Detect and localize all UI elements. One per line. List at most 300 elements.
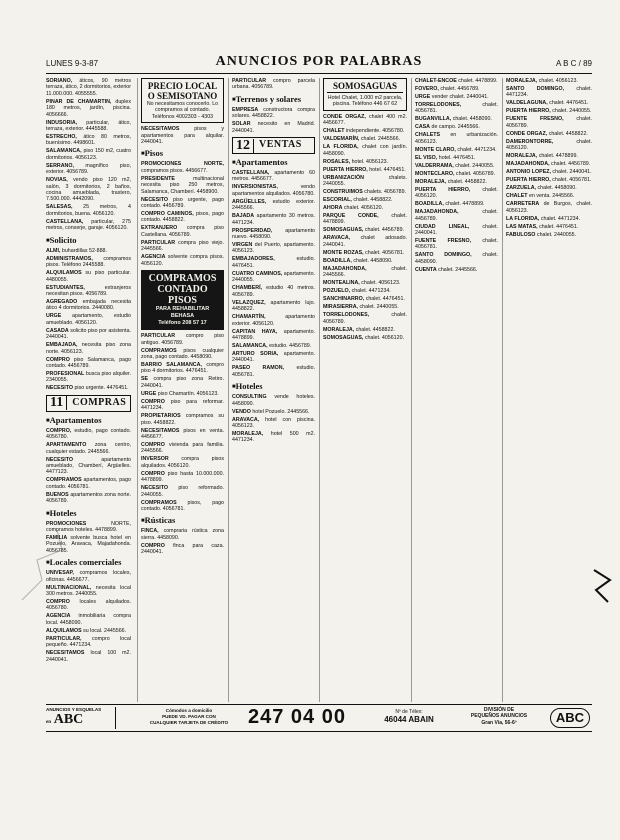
boxed-ad-text: Hotel Chalet, 1.000 m2 parcela, piscina. Teléfono 446 67 62 bbox=[327, 95, 403, 108]
ad-text: embajada necesita ático 4 dormitorios. 2440080. bbox=[46, 298, 131, 312]
classified-ad bbox=[323, 235, 407, 248]
ad-text: piso para reformar. 4471234. bbox=[141, 398, 224, 412]
ad-headline: PUERTA HIERRO, bbox=[506, 177, 551, 184]
ad-text: 25 metros, 4 dormitorios, buena. 4056120. bbox=[46, 204, 131, 217]
classified-ad bbox=[46, 371, 131, 384]
ad-headline: BOADILLA, bbox=[323, 257, 352, 264]
classified-ad bbox=[232, 228, 315, 241]
classified-ad bbox=[141, 485, 224, 498]
ad-headline: POZUELO, bbox=[323, 288, 351, 295]
ad-text: estudio. 4456789. bbox=[269, 342, 312, 349]
ad-text: compramos su piso. 4458822. bbox=[141, 413, 224, 426]
ad-text: chalet. 2440041. bbox=[415, 223, 498, 237]
classified-ad bbox=[46, 99, 131, 118]
ad-headline: MAJADAHONDA, bbox=[323, 265, 367, 272]
ad-text: su piso particular. 4480055. bbox=[46, 270, 131, 283]
section-heading: ■ Pisos bbox=[141, 148, 224, 159]
classified-ad bbox=[46, 650, 131, 663]
brand-line bbox=[46, 712, 115, 731]
ad-text: piso urgente, pago contado. 4456789. bbox=[141, 196, 224, 210]
ad-headline: SANTO DOMINGO, bbox=[506, 86, 565, 92]
classified-ad bbox=[232, 271, 315, 284]
ad-text: chalet. 4056123. bbox=[361, 280, 401, 287]
ad-headline: TORRELODONES, bbox=[415, 102, 462, 108]
ad-headline: NECESITO bbox=[141, 485, 168, 492]
ad-headline: MONTECLARO, bbox=[415, 170, 455, 177]
classified-ad bbox=[141, 225, 224, 238]
ad-text: apartamentos zona norte. 4056789. bbox=[46, 491, 131, 505]
classified-ad bbox=[506, 78, 592, 84]
ad-text: chalet. 4458822. bbox=[353, 197, 393, 204]
classified-ad bbox=[46, 313, 131, 326]
ad-headline: MONTE CLARO, bbox=[415, 146, 456, 153]
payment-info bbox=[124, 708, 254, 726]
ad-text: apartamento. 4478899. bbox=[232, 328, 315, 341]
ad-headline: CARRETERA bbox=[506, 201, 540, 208]
classified-ad bbox=[46, 636, 131, 649]
classified-ad bbox=[141, 442, 224, 455]
division-block bbox=[454, 707, 544, 726]
section-heading: ■ Solicito bbox=[46, 235, 131, 246]
ad-text: vende hoteles. 4458090. bbox=[232, 394, 315, 407]
classified-ad bbox=[141, 456, 224, 469]
ad-headline: APARTAMENTO bbox=[46, 442, 87, 449]
classified-ad bbox=[46, 78, 131, 97]
boxed-ad-subtitle: PARA REHABILITAR bbox=[155, 306, 210, 313]
ad-text: de Burgos, chalet. 4056123. bbox=[506, 201, 592, 214]
ad-text: compro local pequeño. 4471234. bbox=[46, 635, 131, 649]
classified-ad bbox=[323, 296, 407, 302]
section-heading: ■ Rústicas bbox=[141, 515, 224, 526]
ad-text: hotel Pozuelo. 2445566. bbox=[252, 408, 310, 415]
ad-headline: FOVERO, bbox=[415, 86, 439, 92]
ad-headline: AGENCIA bbox=[141, 254, 166, 261]
classified-ad bbox=[141, 240, 224, 253]
ad-headline: SALAMANCA, bbox=[232, 342, 268, 349]
ad-text: chalet. 4471234. bbox=[457, 146, 497, 153]
ad-text: chalet. 2440055. bbox=[455, 162, 495, 169]
ad-text: apartamento. 2440055. bbox=[232, 270, 315, 284]
ad-headline: SOMOSAGUAS, bbox=[323, 334, 364, 341]
ad-headline: EMBAJADORES, bbox=[232, 256, 275, 263]
ad-headline: URGE bbox=[415, 94, 431, 100]
ad-headline: ALMI, bbox=[46, 247, 61, 254]
classified-ad bbox=[323, 114, 407, 127]
classified-ad bbox=[415, 209, 498, 222]
ad-text: apartamentos, pago contado. 4056781. bbox=[46, 477, 131, 490]
ad-text: chalet. 4476451. bbox=[539, 223, 579, 230]
ad-text: chalet. 2445566. bbox=[438, 266, 478, 273]
ad-headline: MAJADAHONDA, bbox=[506, 161, 550, 168]
ad-text: chalet. 4056781. bbox=[415, 238, 498, 251]
ad-text: locales alquilados. 4056780. bbox=[46, 599, 131, 612]
ad-text: su local. 2445566. bbox=[83, 627, 127, 634]
ad-text: ático 80 metros, buenísimo. 4498601. bbox=[46, 134, 131, 147]
ad-text: inmobiliaria compra local. 4458090. bbox=[46, 613, 131, 626]
ad-text: chalet. 4456789. bbox=[440, 86, 480, 92]
classified-ad bbox=[415, 163, 498, 169]
footer-phone: 247 04 00 bbox=[248, 706, 346, 728]
classified-ad bbox=[232, 431, 315, 444]
classified-ad bbox=[46, 163, 131, 176]
brand-name: ABC bbox=[53, 712, 84, 727]
classified-ad bbox=[232, 184, 315, 197]
classified-ad bbox=[232, 409, 315, 415]
classified-ad bbox=[46, 134, 131, 147]
ad-headline: SE bbox=[141, 376, 149, 383]
classified-ad bbox=[323, 312, 407, 325]
classified-ad bbox=[415, 102, 498, 115]
ad-text: chalet. 4478899. bbox=[538, 153, 578, 160]
classified-ad bbox=[141, 471, 224, 484]
ad-headline: INVERSIONISTAS, bbox=[232, 184, 278, 191]
ad-text: áticos, 90 metros terraza, ático, 2 dormitorios, exterior 11.000.000. 4055555. bbox=[46, 78, 131, 97]
ad-text: apartamento exterior. 4056120. bbox=[232, 314, 315, 327]
ad-headline: CONDE ORGAZ, bbox=[506, 130, 548, 137]
classified-ad bbox=[46, 613, 131, 626]
ad-headline: SANTO DOMINGO, bbox=[415, 252, 472, 259]
ad-headline: COMPRO bbox=[141, 470, 165, 477]
ad-text: chalet. 4476451. bbox=[365, 296, 405, 303]
ad-headline: URGE bbox=[141, 390, 157, 397]
classified-ad bbox=[232, 329, 315, 342]
ad-headline: PROPIETARIOS bbox=[141, 413, 181, 420]
ad-headline: CASTELLANA, bbox=[46, 218, 84, 225]
ad-text: compraria rústica zona sierra. 4458090. bbox=[141, 528, 224, 541]
ad-headline: MAJADAHONDA, bbox=[415, 209, 459, 216]
ad-headline: ARGÜELLES, bbox=[232, 198, 267, 205]
ad-headline: SALAMANCA, bbox=[46, 148, 82, 155]
ad-headline: NECESITO bbox=[46, 456, 73, 463]
ad-text: chalet. 4056781. bbox=[365, 249, 405, 256]
ad-headline: VENDO bbox=[232, 408, 251, 415]
ad-text: independiente. 4056780. bbox=[345, 128, 405, 135]
ad-headline: COMPRO bbox=[141, 542, 165, 549]
payment-line-1: Cómodos a domicilio bbox=[165, 708, 213, 713]
ad-text: pisos, pago contado. 4458822. bbox=[141, 211, 224, 224]
classified-ad bbox=[323, 205, 407, 211]
ad-text: vendo piso 120 m2, salón, 3 dormitorios, 2 baños, cocina amueblada, trastero, 7.500.000. 4442090. bbox=[46, 177, 131, 203]
boxed-ad-contact: BEHASA bbox=[170, 313, 195, 320]
ad-text: duplex 180 metros, jardín, piscina. 4056666. bbox=[46, 98, 131, 118]
classified-ad bbox=[232, 242, 315, 255]
ad-headline: INVERSOR bbox=[141, 456, 169, 463]
classified-ad bbox=[415, 252, 498, 265]
classified-ad bbox=[141, 348, 224, 361]
page-title: ANUNCIOS POR PALABRAS bbox=[215, 54, 423, 69]
classified-ad bbox=[141, 333, 224, 346]
classified-ad bbox=[415, 147, 498, 153]
ad-headline: MONTE ROZAS, bbox=[323, 249, 364, 256]
ad-headline: SOMOSAGUAS, bbox=[323, 227, 364, 234]
classified-ad bbox=[46, 256, 131, 269]
ad-text: piso Salamanca, pago contado. 4456789. bbox=[46, 356, 131, 369]
ad-headline: SORIANO, bbox=[46, 78, 73, 84]
ad-text: piso urgente. 4476451. bbox=[74, 385, 129, 392]
ad-headline: MULTINACIONAL, bbox=[46, 584, 92, 591]
classified-ad bbox=[415, 94, 498, 100]
ad-headline: FABULOSO bbox=[506, 231, 536, 238]
ad-text: piso Chamartín. 4056123. bbox=[157, 390, 219, 397]
ad-headline: VALDELAGUNA, bbox=[506, 100, 548, 107]
classified-ad bbox=[415, 267, 498, 273]
classifieds-columns bbox=[46, 78, 592, 702]
ad-headline: ADMINISTRAMOS, bbox=[46, 255, 93, 262]
classified-ad bbox=[506, 177, 592, 183]
classified-ad bbox=[323, 280, 407, 286]
classified-ad bbox=[506, 153, 592, 159]
ad-headline: BARRIO SALAMANCA, bbox=[141, 361, 202, 368]
ad-headline: ESTRECHO, bbox=[46, 134, 77, 141]
ad-text: chalet. 4056120. bbox=[506, 138, 592, 152]
ad-text: apartamento, estudio amueblado. 4056120. bbox=[46, 313, 131, 326]
ad-headline: SALESAS, bbox=[46, 204, 73, 211]
ad-headline: CUATRO CAMINOS, bbox=[232, 270, 283, 277]
ad-headline: PUERTA HIERRO, bbox=[323, 166, 368, 173]
classified-ad bbox=[46, 204, 131, 217]
classified-ad bbox=[323, 136, 407, 142]
ad-text: pisos, pago contado. 4056781. bbox=[141, 499, 224, 512]
ad-headline: BAJADA bbox=[232, 213, 255, 220]
classified-ad bbox=[46, 457, 131, 476]
classified-ad bbox=[415, 171, 498, 177]
ad-headline: COMPRAMOS bbox=[46, 477, 82, 484]
ad-text: chalet. 4056123. bbox=[538, 78, 578, 84]
ad-headline: URBANIZACIÓN bbox=[323, 174, 364, 181]
classified-ad bbox=[46, 270, 131, 283]
ad-text: chalet. 2445566. bbox=[360, 136, 401, 143]
ad-text: chalet. 4056120. bbox=[364, 334, 404, 341]
ad-headline: AHORA bbox=[323, 205, 343, 212]
ad-headline: PARTICULAR bbox=[232, 78, 267, 84]
ad-text: chalets. 2440055. bbox=[323, 174, 407, 188]
ad-text: chalet. 4456789. bbox=[551, 161, 591, 168]
ad-text: chalet. 2440055. bbox=[359, 304, 399, 311]
ad-headline: BOADILLA, bbox=[415, 201, 444, 208]
ad-text: chalet. 4056120. bbox=[415, 186, 498, 200]
ad-text: hotel. 4056123. bbox=[351, 158, 389, 165]
ad-headline: FUENTE FRESNO, bbox=[506, 116, 564, 123]
classified-ad bbox=[323, 213, 407, 226]
classified-ad bbox=[323, 197, 407, 203]
ad-headline: ESCORIAL, bbox=[323, 197, 352, 204]
classified-ad bbox=[506, 216, 592, 222]
ad-headline: URGE bbox=[46, 313, 62, 320]
classified-ad bbox=[506, 224, 592, 230]
division-line-3: Gran Vía, 56-6º bbox=[481, 719, 517, 726]
classified-ad bbox=[141, 500, 224, 513]
classified-ad bbox=[415, 116, 498, 122]
telex-number: 46044 ABAIN bbox=[384, 715, 434, 724]
classified-ad bbox=[141, 161, 224, 174]
ad-text: chalet. 4056781. bbox=[415, 102, 498, 115]
ad-text: vendo apartamentos alquilados. 4056780. bbox=[232, 184, 315, 197]
ad-headline: SOLAR bbox=[232, 121, 251, 128]
ad-headline: CASA bbox=[415, 124, 431, 131]
classified-ad bbox=[232, 256, 315, 269]
classified-ad bbox=[46, 385, 131, 391]
classified-ad bbox=[323, 128, 407, 134]
classified-ad bbox=[506, 193, 592, 199]
ad-headline: EMPRESA bbox=[232, 106, 259, 113]
ad-text: solvente busca hotel en Pozuelo, Aravaca, Majadahonda. 4056785. bbox=[46, 535, 131, 554]
classified-ad bbox=[141, 399, 224, 412]
classified-ad bbox=[141, 543, 224, 556]
ad-text: vivienda para familia. 2445566. bbox=[141, 441, 224, 455]
scan-artifact-icon bbox=[12, 520, 92, 610]
ad-text: compra piso Castellana. 4056789. bbox=[141, 225, 224, 238]
ad-headline: ARAVACA, bbox=[232, 416, 260, 423]
ad-headline: CONDE ORGAZ, bbox=[323, 113, 366, 120]
classified-ad bbox=[323, 159, 407, 165]
ad-text: vender chalet. 2440041. bbox=[431, 94, 489, 100]
ad-headline: PRESIDENTE bbox=[141, 175, 175, 182]
classified-ad bbox=[323, 167, 407, 173]
classified-ad bbox=[506, 108, 592, 114]
ad-text: apartamento 60 metros. 4456677. bbox=[232, 170, 315, 183]
ad-headline: CHAMARTÍN, bbox=[232, 314, 266, 321]
ad-text: chalet. 2440055. bbox=[536, 231, 577, 238]
classified-ad bbox=[323, 258, 407, 264]
ad-headline: LA FLORIDA, bbox=[323, 144, 359, 151]
ad-text: en venta. 2445566. bbox=[528, 193, 575, 200]
ad-text: apartamento 30 metros. 4471234. bbox=[232, 213, 315, 226]
section-heading: ■ Terrenos y solares bbox=[232, 94, 315, 105]
ad-text: chalet. 4476451. bbox=[549, 100, 589, 107]
ad-text: chalet. 4056789. bbox=[323, 312, 407, 325]
ad-text: local 100 m2. 2440041. bbox=[46, 650, 131, 663]
ad-text: particular, 275 metros, conserje, garaje. 4056120. bbox=[46, 218, 131, 232]
ad-headline: CONSTRUIMOS bbox=[323, 189, 363, 196]
telex-label: Nº de Télex: bbox=[395, 709, 423, 715]
ad-headline: PINAR DE CHAMARTIN, bbox=[46, 98, 112, 105]
ad-text: chalet. 4056781. bbox=[552, 177, 592, 184]
ad-text: chalet. 4056789. bbox=[506, 116, 592, 129]
ad-headline: CUENTA bbox=[415, 266, 437, 273]
ad-text: de campo. 2445566. bbox=[431, 124, 480, 131]
ad-headline: CASADA bbox=[46, 327, 69, 334]
ad-text: chalet. 4456789. bbox=[415, 209, 498, 222]
classified-ad bbox=[46, 248, 131, 254]
classified-ad bbox=[323, 304, 407, 310]
ad-headline: ARTURO SORIA, bbox=[232, 350, 279, 357]
ad-text: necesito en Madrid. 2440041. bbox=[232, 121, 315, 134]
division-line-1: DIVISIÓN DE bbox=[483, 707, 515, 713]
ad-text: compro piso antiguo. 4056789. bbox=[141, 333, 224, 346]
ad-headline: CHALET-ENCOE bbox=[415, 78, 457, 84]
classified-ad bbox=[46, 120, 131, 133]
section-heading: ■ Locales comerciales bbox=[46, 557, 131, 568]
section-heading: ■ Hoteles bbox=[232, 381, 315, 392]
classified-ad bbox=[506, 161, 592, 167]
classified-ad bbox=[506, 185, 592, 191]
ad-headline: BUENOS bbox=[46, 491, 69, 498]
ad-headline: ESTUDIANTES, bbox=[46, 284, 85, 291]
ad-headline: UNIVESAP, bbox=[46, 570, 74, 577]
ad-headline: LA FLORIDA, bbox=[506, 215, 540, 222]
ad-headline: CONSULTING bbox=[232, 394, 267, 401]
ad-headline: SERRANO, bbox=[46, 162, 74, 169]
ad-headline: CHAMBERÍ, bbox=[232, 285, 263, 292]
ad-headline: FINCA, bbox=[141, 528, 159, 535]
classified-ad bbox=[232, 78, 315, 91]
category-header bbox=[46, 395, 131, 412]
ad-text: chalet. 4478899. bbox=[445, 201, 485, 208]
classified-ad bbox=[506, 116, 592, 129]
ad-text: constructora compra solares. 4458822. bbox=[232, 106, 315, 120]
ad-text: compramos locales, oficinas. 4456677. bbox=[46, 570, 131, 583]
classified-ad bbox=[415, 155, 498, 161]
classified-ad bbox=[323, 327, 407, 333]
ad-headline: VELAZQUEZ, bbox=[232, 299, 266, 306]
ad-headline: SANCHINARRO, bbox=[323, 296, 365, 303]
ad-text: apartamento nuevo. 4458090. bbox=[232, 227, 315, 241]
ad-text: hotel. 4476451. bbox=[369, 166, 406, 173]
ad-headline: ARAVACA, bbox=[323, 235, 351, 242]
ad-text: chalet. 4458090. bbox=[353, 257, 393, 264]
ad-headline: LAS MATAS, bbox=[506, 223, 538, 230]
ad-text: piso hasta 10.000.000. 4478899. bbox=[141, 470, 224, 484]
classified-ad bbox=[415, 78, 498, 84]
ad-text: chalet. 4456789. bbox=[364, 227, 404, 234]
column-6 bbox=[502, 78, 592, 702]
classified-ad bbox=[141, 211, 224, 224]
classified-ad bbox=[46, 477, 131, 490]
ad-text: del Puerto, apartamento. 4056123. bbox=[232, 242, 315, 255]
ad-text: busca piso alquiler. 2340055. bbox=[46, 370, 131, 384]
classified-ad bbox=[506, 232, 592, 238]
brand-prefix: en bbox=[46, 720, 51, 725]
ad-text: chalets. 4056789. bbox=[364, 189, 407, 196]
column-2 bbox=[137, 78, 227, 702]
ad-text: estudio 40 metros. 4056789. bbox=[232, 285, 315, 298]
ad-headline: PARTICULAR, bbox=[46, 635, 82, 642]
ad-text: hotel con piscina. 4056123. bbox=[232, 416, 315, 429]
classified-ad bbox=[415, 201, 498, 207]
page-header bbox=[46, 54, 592, 74]
classified-ad bbox=[323, 189, 407, 195]
ad-text: chalet 400 m2. 4456677. bbox=[323, 113, 407, 127]
category-label: COMPRAS bbox=[72, 397, 127, 409]
ad-headline: PUERTA HIERRO, bbox=[415, 186, 471, 193]
classified-ad bbox=[323, 175, 407, 188]
ad-text: chalet. 4458090. bbox=[452, 116, 492, 123]
ad-headline: EMBAJADA, bbox=[46, 342, 78, 349]
ad-text: finca para caza. 2440041. bbox=[141, 542, 224, 556]
ad-text: NORTE, compramos hoteles. 4478899. bbox=[46, 520, 131, 533]
ad-text: chalet. 4478899. bbox=[458, 78, 498, 84]
classified-ad bbox=[232, 121, 315, 134]
classified-ad bbox=[232, 351, 315, 364]
ad-text: compramos pisos. 4456677. bbox=[141, 167, 208, 174]
classified-ad bbox=[506, 131, 592, 137]
ad-text: multinacional necesita piso 250 metros, Salamanca, Chamberí. 4458900. bbox=[141, 175, 224, 195]
classified-ad bbox=[415, 86, 498, 92]
classified-ad bbox=[46, 442, 131, 455]
ad-text: en urbanización. 4056123. bbox=[415, 132, 498, 145]
ad-headline: NECESITAMOS bbox=[141, 427, 180, 434]
telex-block bbox=[368, 709, 450, 725]
issue-date: LUNES 9-3-87 bbox=[46, 59, 99, 68]
column-4 bbox=[319, 78, 410, 702]
classified-ad bbox=[46, 148, 131, 161]
ad-text: chalet. 4471234. bbox=[506, 86, 592, 99]
ad-headline: ROSALES, bbox=[323, 158, 351, 165]
column-3 bbox=[228, 78, 318, 702]
ad-headline: VALDERRAMA, bbox=[415, 162, 454, 169]
category-label: VENTAS bbox=[259, 139, 302, 151]
ad-headline: VALDEMARÍN, bbox=[323, 136, 360, 143]
